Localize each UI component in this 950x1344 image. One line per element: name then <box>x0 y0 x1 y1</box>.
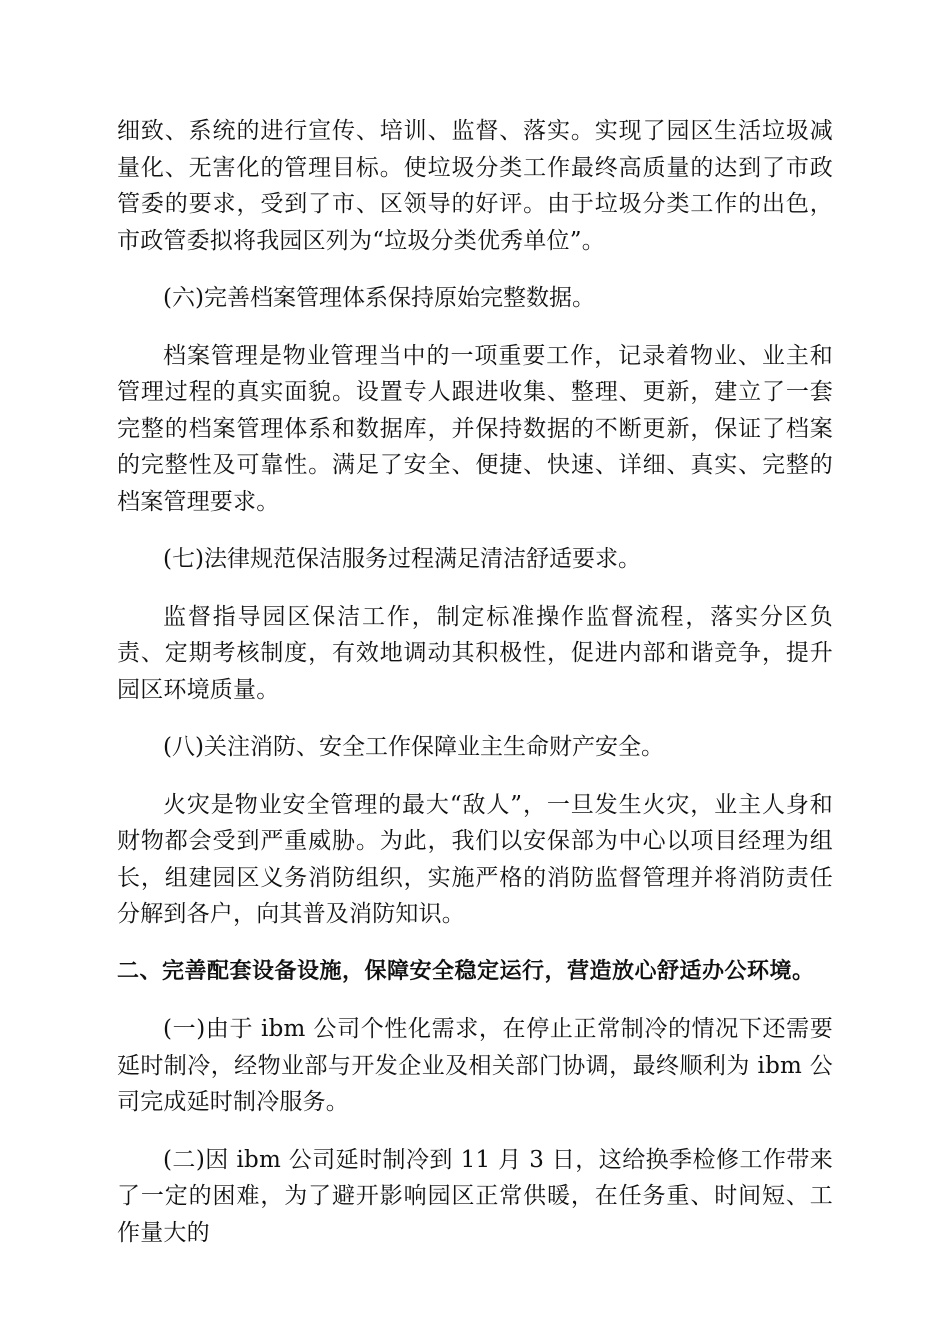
document-page <box>117 113 833 1272</box>
subheading-cleaning: (七)法律规范保洁服务过程满足清洁舒适要求。 <box>163 546 641 572</box>
paragraph-seasonal-maintenance: (二)因 ibm 公司延时制冷到 11 月 3 日，这给换季检修工作带来了一定的困难，为了避开影响园区正常供暖，在任务重、时间短、工作量大的 <box>117 1146 833 1246</box>
subheading-fire-safety: (八)关注消防、安全工作保障业主生命财产安全。 <box>163 734 664 760</box>
paragraph-archives: 档案管理是物业管理当中的一项重要工作，记录着物业、业主和管理过程的真实面貌。设置专人跟进收集、整理、更新，建立了一套完整的档案管理体系和数据库，并保持数据的不断更新，保证了档案的完整性及可靠性。满足了安全、便捷、快速、详细、真实、完整的档案管理要求。 <box>117 342 833 515</box>
paragraph-fire-safety: 火灾是物业安全管理的最大“敌人”，一旦发生火灾，业主人身和财物都会受到严重威胁。为此，我们以安保部为中心以项目经理为组长，组建园区义务消防组织，实施严格的消防监督管理并将消防责任分解到各户，向其普及消防知识。 <box>117 791 833 927</box>
paragraph-cleaning: 监督指导园区保洁工作，制定标准操作监督流程，落实分区负责、定期考核制度，有效地调动其积极性，促进内部和谐竞争，提升园区环境质量。 <box>117 603 833 703</box>
paragraph-extended-cooling: (一)由于 ibm 公司个性化需求，在停止正常制冷的情况下还需要延时制冷，经物业部与开发企业及相关部门协调，最终顺利为 ibm 公司完成延时制冷服务。 <box>117 1016 833 1115</box>
subheading-archives: (六)完善档案管理体系保持原始完整数据。 <box>163 285 595 311</box>
paragraph-garbage-sorting: 细致、系统的进行宣传、培训、监督、落实。实现了园区生活垃圾减量化、无害化的管理目标。使垃圾分类工作最终高质量的达到了市政管委的要求，受到了市、区领导的好评。由于垃圾分类工作的出色，市政管委拟将我园区列为“垃圾分类优秀单位”。 <box>117 118 833 254</box>
section-heading-facilities: 二、完善配套设备设施，保障安全稳定运行，营造放心舒适办公环境。 <box>117 958 815 984</box>
